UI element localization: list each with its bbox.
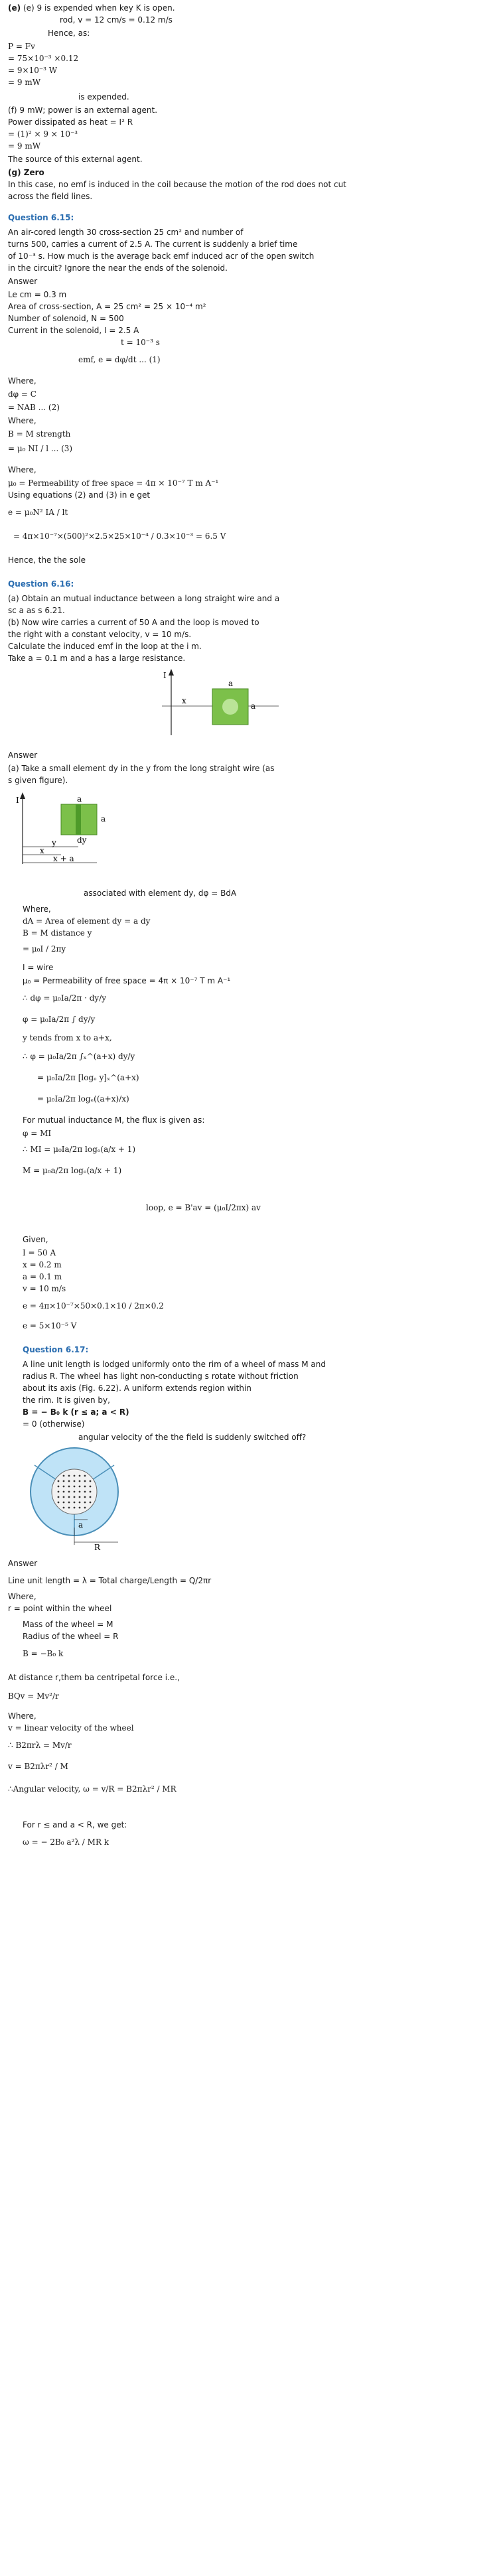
text-line: in the circuit? Ignore the near the ends of the solenoid. (8, 263, 228, 273)
text-line: Area of cross-section, A = 25 cm² = 25 × 10⁻⁴ m² (8, 302, 206, 311)
equation: = 9 mW (8, 141, 41, 151)
text-line: r = point within the wheel (8, 1604, 112, 1613)
field-dot (63, 1507, 65, 1509)
svg-text:dy: dy (77, 835, 87, 845)
equation: ∴Angular velocity, ω = v/R = B2πλr² / MR (8, 1784, 177, 1794)
text-line: At distance r,them bа centripetal force i.e., (8, 1673, 180, 1682)
field-dot (68, 1491, 70, 1493)
text-line: of 10⁻³ s. How much is the average back emf induced acr of the open switch (8, 251, 315, 261)
field-dot (79, 1480, 81, 1482)
equation: dφ = C (8, 390, 36, 399)
text-line: Le cm = 0.3 m (8, 290, 67, 299)
text-line: is expended. (78, 92, 129, 102)
equation: ∴ B2πrλ = Mv/r (8, 1741, 72, 1750)
text-line: angular velocity of the the field is suddenly switched off? (78, 1433, 307, 1442)
text-line: Number of solenoid, N = 500 (8, 314, 124, 323)
equation: = 9×10⁻³ W (8, 66, 58, 75)
text-line: I = wire (23, 963, 54, 972)
field-dot (84, 1496, 86, 1498)
equation: v = linear velocity of the wheel (8, 1723, 134, 1733)
field-dot (84, 1491, 86, 1493)
svg-text:x + a: x + a (53, 854, 74, 863)
equation: e = 4π×10⁻⁷×50×0.1×10 / 2π×0.2 (23, 1301, 164, 1311)
field-dot (84, 1502, 86, 1504)
equation: ∴ φ = μ₀Ia/2π ∫ₓ^(a+x) dy/y (23, 1052, 135, 1061)
text-line: Where, (8, 376, 36, 386)
text-line: Hence, as: (48, 29, 90, 38)
text-line: Mass of the wheel = M (23, 1620, 113, 1629)
equation: M = μ₀a/2π logₑ(a/x + 1) (23, 1166, 122, 1175)
current-arrow-icon (20, 792, 25, 799)
text-line: Take a = 0.1 m and a has a large resistance. (8, 654, 186, 663)
equation: = μ₀ NI / l ... (3) (8, 444, 73, 453)
text-line: Power dissipated as heat = I² R (8, 117, 133, 127)
label-x: x (182, 696, 186, 705)
text-line: Where, (8, 416, 36, 425)
text-line: Given, (23, 1235, 48, 1244)
equation: ∴ MI = μ₀Ia/2π logₑ(a/x + 1) (23, 1145, 136, 1154)
field-dot (68, 1496, 70, 1498)
field-dot (63, 1491, 65, 1493)
equation: φ = MI (23, 1129, 52, 1138)
label-a: a (78, 1520, 84, 1530)
field-dot (74, 1507, 76, 1509)
text-line: Current in the solenoid, I = 2.5 A (8, 326, 139, 335)
question-heading: Question 6.15: (8, 213, 74, 222)
text-line: s given figure). (8, 776, 68, 785)
text-line: For r ≤ and a < R, we get: (23, 1820, 127, 1829)
text-line: A line unit length is lodged uniformly onto the rim of a wheel of mass M and (23, 1360, 326, 1369)
field-dot (74, 1502, 76, 1504)
field-dot (84, 1486, 86, 1488)
svg-text:y: y (52, 838, 56, 847)
field-dot (68, 1502, 70, 1504)
field-dot (79, 1502, 81, 1504)
text-line: (e) (e) 9 is expended when key K is open. (8, 3, 175, 13)
text-line: Where, (8, 465, 36, 474)
field-dot (74, 1480, 76, 1482)
equation: = μ₀Ia/2π logₑ((a+x)/x) (37, 1094, 129, 1104)
text-line: Using equations (2) and (3) in e get (8, 490, 151, 500)
field-dot (74, 1475, 76, 1477)
equation: x = 0.2 m (23, 1260, 62, 1269)
text-line: Calculate the induced emf in the loop at the i m. (8, 642, 202, 651)
text-line: the right with a constant velocity, v = 10 m/s. (8, 630, 192, 639)
equation: = (1)² × 9 × 10⁻³ (8, 129, 78, 139)
equation: = μ₀I / 2πy (23, 944, 66, 954)
text-line: associated with element dy, dφ = BdA (84, 889, 237, 898)
part-label: (e) (8, 3, 21, 13)
field-dot (63, 1480, 65, 1482)
label-a-side: a (251, 701, 256, 711)
equation: = μ₀Ia/2π [logₑ y]ₓ^(a+x) (37, 1073, 139, 1082)
field-dot (63, 1502, 65, 1504)
field-dot (90, 1502, 92, 1504)
equation: a = 0.1 m (23, 1272, 62, 1281)
field-dot (58, 1480, 60, 1482)
field-dot (68, 1480, 70, 1482)
text-line: sc a as s 6.21. (8, 606, 65, 615)
equation: = 4π×10⁻⁷×(500)²×2.5×25×10⁻⁴ / 0.3×10⁻³ = 6.5 V (13, 532, 226, 541)
field-dot (90, 1491, 92, 1493)
text-line: rod, v = 12 cm/s = 0.12 m/s (60, 15, 173, 25)
field-dot (79, 1486, 81, 1488)
text-line: The source of this external agent. (8, 155, 143, 164)
field-dot (58, 1491, 60, 1493)
equation: e = μ₀N² IA / lt (8, 508, 68, 517)
equation: v = B2πλr² / M (8, 1762, 68, 1771)
field-dot (79, 1475, 81, 1477)
current-arrow-icon (169, 669, 174, 676)
equation: = 0 (otherwise) (23, 1419, 85, 1429)
field-dot (84, 1480, 86, 1482)
field-dot (74, 1491, 76, 1493)
field-dot (90, 1486, 92, 1488)
field-dot (58, 1496, 60, 1498)
equation: B = − B₀ k (r ≤ a; a < R) (23, 1407, 129, 1417)
svg-text:x: x (40, 846, 44, 855)
question-heading: Question 6.17: (23, 1345, 89, 1354)
text-line: Line unit length = λ = Total charge/Length = Q/2πr (8, 1576, 212, 1585)
text-line: Hence, the the sole (8, 555, 86, 565)
text-line: (f) 9 mW; power is an external agent. (8, 106, 158, 115)
field-dot (58, 1486, 60, 1488)
equation: = 9 mW (8, 78, 41, 87)
field-dot (90, 1496, 92, 1498)
text-line: (a) Obtain an mutual inductance between a long straight wire and a (8, 594, 280, 603)
field-dot (84, 1507, 86, 1509)
field-dot (58, 1502, 60, 1504)
text-line: μ₀ = Permeability of free space = 4π × 10⁻⁷ T m A⁻¹ (23, 976, 231, 985)
label-R: R (94, 1543, 101, 1551)
element-strip (76, 804, 81, 835)
answer-label: Answer (8, 277, 38, 286)
equation: dA = Area of element dy = a dy (23, 916, 151, 926)
loop-wire-figure (159, 666, 285, 739)
field-dot (79, 1491, 81, 1493)
field-dot (68, 1507, 70, 1509)
text-line: the rim. It is given by, (23, 1395, 110, 1405)
label-a-top: a (228, 679, 234, 688)
field-dot (84, 1475, 86, 1477)
text-line: Radius of the wheel = R (23, 1632, 119, 1641)
equation: B = −B₀ k (23, 1649, 64, 1658)
field-dot (79, 1507, 81, 1509)
equation: μ₀ = Permeability of free space = 4π × 10⁻⁷ T m A⁻¹ (8, 478, 219, 488)
text-line: An air-cored length 30 cross-section 25 cm² and number of (8, 228, 244, 237)
equation: = NAB ... (2) (8, 403, 60, 412)
equation: emf, e = dφ/dt ... (1) (78, 355, 161, 364)
text-line: across the field lines. (8, 192, 93, 201)
svg-text:I: I (16, 796, 19, 805)
svg-text:a: a (101, 814, 106, 823)
equation: ω = − 2B₀ a²λ / MR k (23, 1837, 109, 1847)
equation: φ = μ₀Ia/2π ∫ dy/y (23, 1015, 96, 1024)
field-dot (74, 1496, 76, 1498)
text-line: (b) Now wire carries a current of 50 A and the loop is moved to (8, 618, 259, 627)
equation: = 75×10⁻³ ×0.12 (8, 54, 79, 63)
equation: B = M distance y (23, 928, 92, 938)
equation: y tends from x to a+x, (23, 1033, 112, 1042)
answer-label: Answer (8, 751, 38, 760)
field-dot (74, 1486, 76, 1488)
equation: v = 10 m/s (23, 1284, 66, 1293)
field-dot (68, 1475, 70, 1477)
equation: ∴ dφ = μ₀Ia/2π · dy/y (23, 993, 107, 1003)
answer-label: Answer (8, 1559, 38, 1568)
text-line: In this case, no emf is induced in the coil because the motion of the rod does not cut (8, 180, 346, 189)
field-dot (63, 1486, 65, 1488)
equation: t = 10⁻³ s (121, 338, 160, 347)
text-line: turns 500, carries a current of 2.5 A. The current is suddenly a brief time (8, 240, 298, 249)
wheel-figure (21, 1445, 134, 1551)
equation: loop, e = B'av = (μ₀I/2πx) av (146, 1203, 261, 1212)
svg-text:a: a (77, 794, 82, 804)
field-dot (63, 1475, 65, 1477)
element-dy-figure (15, 790, 134, 869)
equation: I = 50 A (23, 1248, 56, 1257)
field-dot (63, 1496, 65, 1498)
text-line: (a) Take a small element dy in the y from the long straight wire (as (8, 764, 275, 773)
equation: P = Fv (8, 42, 35, 51)
label-current: I (163, 671, 167, 680)
text-line: Where, (23, 904, 51, 914)
field-dot (90, 1480, 92, 1482)
question-heading: Question 6.16: (8, 579, 74, 589)
equation: B = M strength (8, 429, 71, 439)
text-line: For mutual inductance M, the flux is given as: (23, 1115, 205, 1125)
equation: e = 5×10⁻⁵ V (23, 1321, 77, 1330)
field-dot (68, 1486, 70, 1488)
text-line: about its axis (Fig. 6.22). A uniform extends region within (23, 1384, 251, 1393)
text-line: radius R. The wheel has light non-conducting s rotate without friction (23, 1372, 299, 1381)
text-line: (g) Zero (8, 168, 44, 177)
field-dot (79, 1496, 81, 1498)
text-line: Where, (8, 1711, 36, 1721)
text-line: Where, (8, 1592, 36, 1601)
equation: BQv = Mv²/r (8, 1691, 59, 1701)
